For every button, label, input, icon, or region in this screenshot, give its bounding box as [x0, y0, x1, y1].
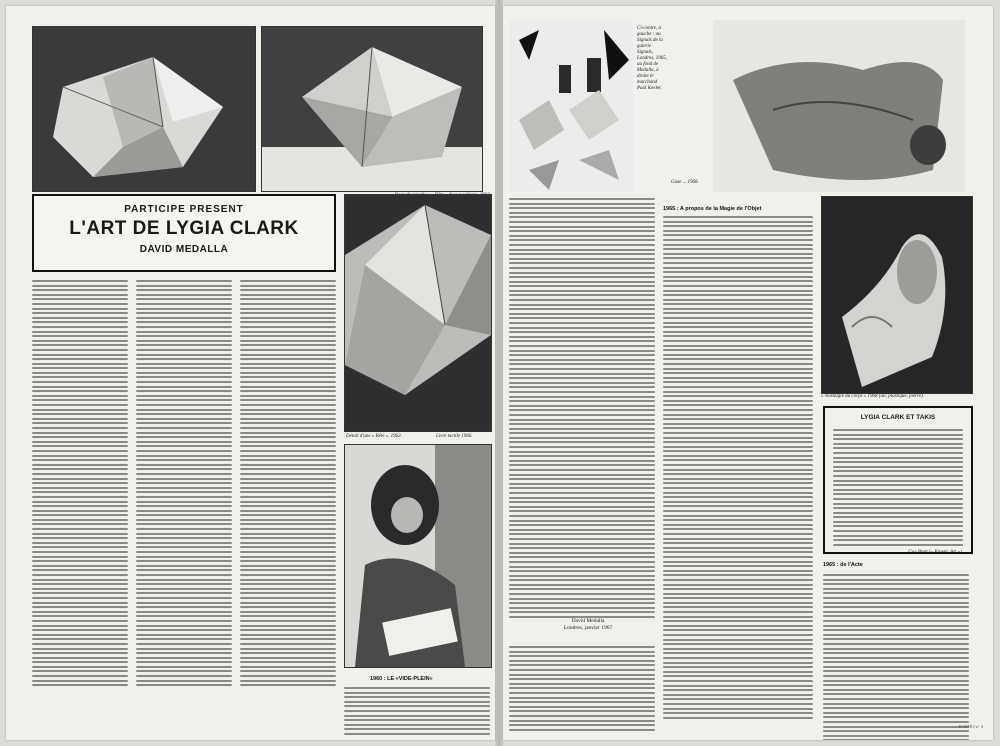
- left-page: [6, 6, 495, 740]
- caption-livre: Livre tactile 1966.: [436, 434, 473, 439]
- signature-place: Londres, janvier 1967: [563, 625, 613, 631]
- caption-gauze: Gaze ... 1968.: [671, 180, 699, 185]
- bete-sculpture-image-2: [262, 27, 482, 191]
- article-author: DAVID MEDALLA: [139, 244, 229, 255]
- nostalgie-image: [822, 197, 972, 393]
- gallery-sculptures-image: [509, 20, 633, 192]
- side-box-takis: [823, 406, 973, 554]
- right-text-col-1: [509, 198, 655, 621]
- right-page: [503, 6, 993, 740]
- photo-geometric-gallery: [509, 20, 633, 192]
- left-text-col-4: [344, 687, 490, 738]
- side-box-title: LYGIA CLARK ET TAKIS: [860, 414, 936, 421]
- caption-nostalgie: « Nostalgie du corps » 1968 (air, plastique, pierre).: [821, 394, 925, 399]
- photo-nostalgie: [821, 196, 973, 394]
- subhead-acte: 1965 : de l'Acte: [823, 562, 863, 568]
- side-box-text: [833, 429, 963, 546]
- subhead-vide-plein: 1960 : LE «VIDE-PLEIN»: [370, 676, 433, 682]
- article-title: L'ART DE LYGIA CLARK: [69, 218, 299, 239]
- right-footnotes: [509, 646, 655, 733]
- hand-sculpture-image: [713, 20, 965, 192]
- signature-block: [543, 618, 633, 632]
- right-text-col-2: [663, 216, 813, 721]
- left-text-col-2: [136, 280, 232, 689]
- page-gutter: [495, 0, 503, 746]
- subhead-magie: 1965 : A propos de la Magie de l'Objet: [663, 206, 762, 212]
- title-block: [32, 194, 336, 272]
- photo-bete-right: [261, 26, 483, 192]
- photo-hand-sculpture: [713, 20, 965, 192]
- woman-livre-image: [345, 445, 491, 667]
- left-text-col-3: [240, 280, 336, 689]
- photo-bete-left: [32, 26, 256, 192]
- page-mark: ROBHO n° 4: [958, 724, 983, 729]
- article-kicker: PARTICIPE PRESENT: [124, 204, 244, 215]
- bete-sculpture-image: [33, 27, 255, 191]
- caption-detail: Détail d'une « Bête ». 1963.: [346, 434, 402, 439]
- left-text-col-1: [32, 280, 128, 689]
- detail-bete-image: [345, 195, 491, 431]
- right-text-col-4: [823, 574, 969, 740]
- side-box-credit: Guy Brett (« Kinetic Art »).: [908, 549, 963, 555]
- signature-name: David Medalla: [571, 618, 605, 624]
- photo-woman-livre: [344, 444, 492, 668]
- caption-right-top: Ci-contre, à gauche : au Signals de la galerie Signals, Londres, 1965, au fond de Medalla, à droite le marchand Paul Keeler.: [637, 26, 667, 91]
- photo-detail-bete: [344, 194, 492, 432]
